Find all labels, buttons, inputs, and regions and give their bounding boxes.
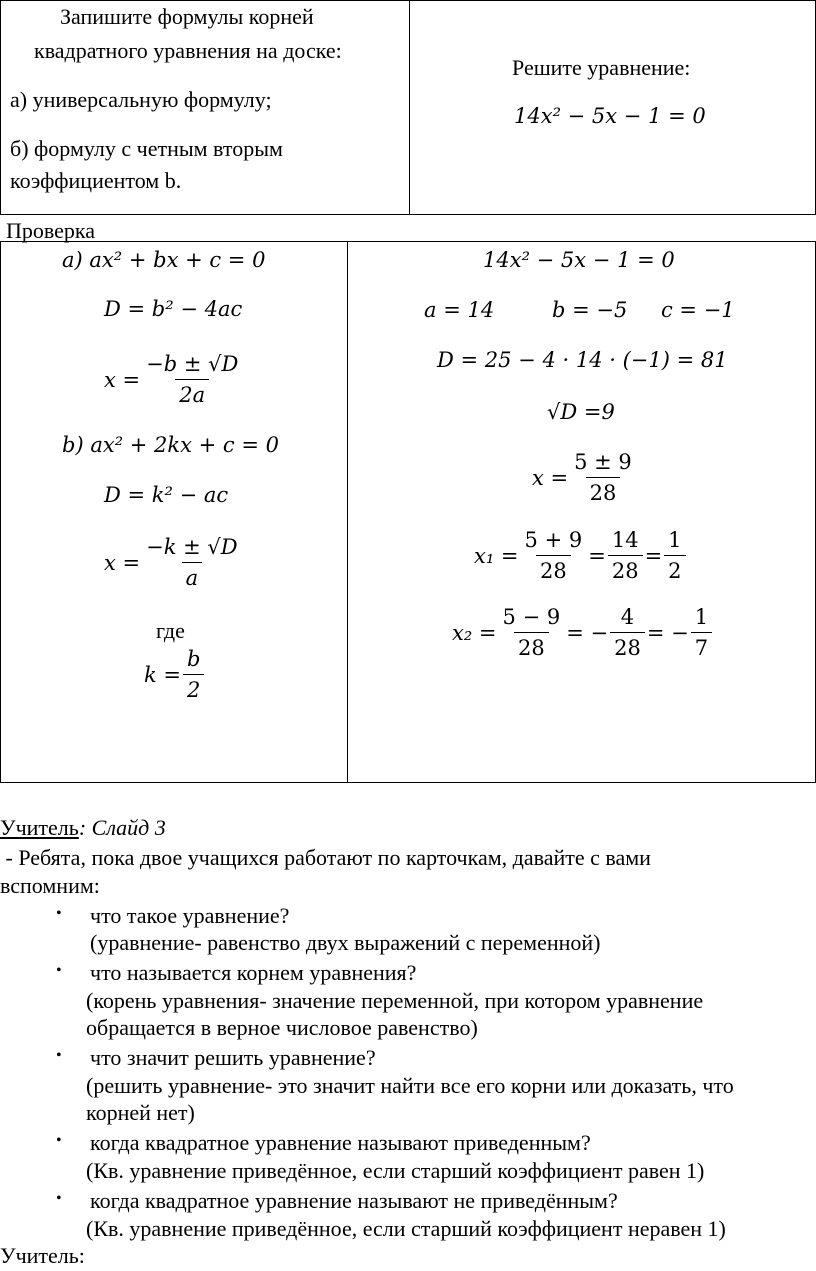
solution-x1-fraction-1 bbox=[521, 528, 587, 583]
task-item-b-line2: коэффициентом b. bbox=[10, 168, 182, 193]
solution-coef-c: c = −1 bbox=[661, 298, 735, 322]
check-a-root-fraction bbox=[142, 352, 242, 407]
solution-x1-f2-num: 14 bbox=[611, 528, 639, 552]
check-a-equation bbox=[62, 248, 265, 272]
solution-x1-fraction-2 bbox=[608, 528, 643, 583]
check-k-num: b bbox=[187, 647, 201, 671]
check-k-formula bbox=[144, 647, 206, 702]
solution-x1-f3-den: 2 bbox=[664, 555, 685, 583]
bullet-answer-3-line1: (решить уравнение- это значит найти все его корни или доказать, что bbox=[86, 1073, 734, 1098]
task-right-equation: 14x² − 5x − 1 = 0 bbox=[514, 104, 706, 128]
solution-x2-f1-den: 28 bbox=[514, 632, 549, 660]
check-b-discriminant: D = k² − ac bbox=[104, 483, 229, 507]
bullet-icon: • bbox=[56, 1190, 62, 1207]
solution-coef-a: a = 14 bbox=[424, 298, 495, 322]
solution-x2-f3-den: 7 bbox=[691, 632, 712, 660]
solution-x-fraction bbox=[570, 450, 636, 505]
solution-x1 bbox=[474, 528, 688, 583]
check-b-eq: ax² + 2kx + c = 0 bbox=[90, 433, 279, 457]
check-b-root-num: −k ± √D bbox=[146, 535, 238, 559]
teacher-label: Учитель bbox=[0, 815, 79, 840]
solution-x-lhs: x = bbox=[532, 465, 569, 490]
check-a-root-den: 2a bbox=[175, 379, 209, 407]
intro-line-1: - Ребята, пока двое учащихся работают по карточкам, давайте с вами bbox=[0, 845, 651, 870]
solution-x-num: 5 ± 9 bbox=[574, 450, 632, 474]
teacher-label-2: Учитель: bbox=[0, 1243, 85, 1268]
solution-x2-f1-num: 5 − 9 bbox=[502, 605, 561, 629]
solution-equation: 14x² − 5x − 1 = 0 bbox=[483, 248, 675, 272]
check-a-root-num: −b ± √D bbox=[146, 352, 239, 376]
check-a-root-lhs: x = bbox=[104, 367, 141, 392]
check-a-root-formula bbox=[104, 352, 244, 407]
check-a-label: а) bbox=[62, 248, 83, 272]
intro-line-2: вспомним: bbox=[0, 873, 100, 898]
bullet-question-2: что называется корнем уравнения? bbox=[90, 960, 417, 985]
task-item-b-line1: б) формулу с четным вторым bbox=[10, 136, 283, 161]
slide-number: : Слайд 3 bbox=[78, 815, 166, 840]
solution-coef-b: b = −5 bbox=[552, 298, 628, 322]
task-right-title: Решите уравнение: bbox=[512, 55, 691, 80]
task-header-line2: квадратного уравнения на доске: bbox=[34, 38, 342, 63]
bullet-icon: • bbox=[56, 1047, 62, 1064]
solution-sqrt-d: √D =9 bbox=[547, 400, 615, 424]
bullet-answer-1: (уравнение- равенство двух выражений с переменной) bbox=[90, 930, 601, 955]
check-b-root-fraction bbox=[142, 535, 242, 590]
bullet-icon: • bbox=[56, 905, 62, 922]
bullet-question-5: когда квадратное уравнение называют не приведённым? bbox=[90, 1188, 618, 1213]
task-header-line1: Запишите формулы корней bbox=[60, 4, 314, 29]
check-b-label: b) bbox=[62, 433, 84, 457]
bullet-answer-3-line2: корней нет) bbox=[86, 1100, 195, 1125]
solution-x-formula bbox=[532, 450, 638, 505]
solution-x2-f3-num: 1 bbox=[694, 605, 709, 629]
check-k-den: 2 bbox=[183, 674, 204, 702]
bullet-icon: • bbox=[56, 1132, 62, 1149]
solution-x1-eq-2: = bbox=[644, 543, 663, 568]
solution-x1-f1-den: 28 bbox=[536, 555, 571, 583]
check-k-lhs: k = bbox=[144, 662, 181, 687]
check-a-eq: ax² + bx + c = 0 bbox=[89, 248, 266, 272]
bullet-answer-2-line2: обращается в верное числовое равенство) bbox=[86, 1015, 478, 1040]
solution-x1-lhs: x₁ = bbox=[474, 543, 519, 568]
solution-discriminant: D = 25 − 4 · 14 · (−1) = 81 bbox=[437, 348, 728, 372]
solution-x2-lhs: x₂ = bbox=[452, 620, 497, 645]
check-b-equation bbox=[62, 433, 279, 457]
teacher-slide-line bbox=[0, 815, 166, 841]
solution-x2-fraction-2 bbox=[610, 605, 645, 660]
check-b-root-formula bbox=[104, 535, 244, 590]
check-label: Проверка bbox=[6, 218, 96, 243]
solution-x2-eq-1: = − bbox=[566, 620, 609, 645]
solution-x2-eq-2: = − bbox=[646, 620, 689, 645]
check-a-discriminant: D = b² − 4ac bbox=[104, 297, 243, 321]
check-k-fraction bbox=[183, 647, 204, 702]
check-b-root-lhs: x = bbox=[104, 550, 141, 575]
bullet-answer-5: (Кв. уравнение приведённое, если старший коэффициент неравен 1) bbox=[86, 1216, 726, 1241]
bullet-question-1: что такое уравнение? bbox=[90, 903, 290, 928]
solution-x1-eq-1: = bbox=[588, 543, 606, 568]
bullet-question-4: когда квадратное уравнение называют приведенным? bbox=[90, 1130, 591, 1155]
bullet-icon: • bbox=[56, 962, 62, 979]
check-b-root-den: a bbox=[182, 562, 203, 590]
solution-x1-f2-den: 28 bbox=[608, 555, 643, 583]
solution-x2-fraction-3 bbox=[691, 605, 712, 660]
solution-x1-f3-num: 1 bbox=[668, 528, 682, 552]
check-table-divider bbox=[347, 241, 348, 783]
solution-x2-f2-num: 4 bbox=[620, 605, 635, 629]
bullet-question-3: что значит решить уравнение? bbox=[90, 1045, 376, 1070]
solution-x-den: 28 bbox=[586, 477, 621, 505]
task-table-divider bbox=[409, 0, 410, 215]
solution-x1-fraction-3 bbox=[664, 528, 685, 583]
solution-x2-fraction-1 bbox=[499, 605, 565, 660]
bullet-answer-4: (Кв. уравнение приведённое, если старший коэффициент равен 1) bbox=[86, 1158, 705, 1183]
check-where: где bbox=[156, 618, 185, 643]
solution-x2 bbox=[452, 605, 714, 660]
task-item-a: а) универсальную формулу; bbox=[10, 87, 272, 112]
check-table bbox=[0, 241, 816, 783]
solution-x2-f2-den: 28 bbox=[610, 632, 645, 660]
bullet-answer-2-line1: (корень уравнения- значение переменной, при котором уравнение bbox=[86, 988, 704, 1013]
solution-x1-f1-num: 5 + 9 bbox=[524, 528, 583, 552]
